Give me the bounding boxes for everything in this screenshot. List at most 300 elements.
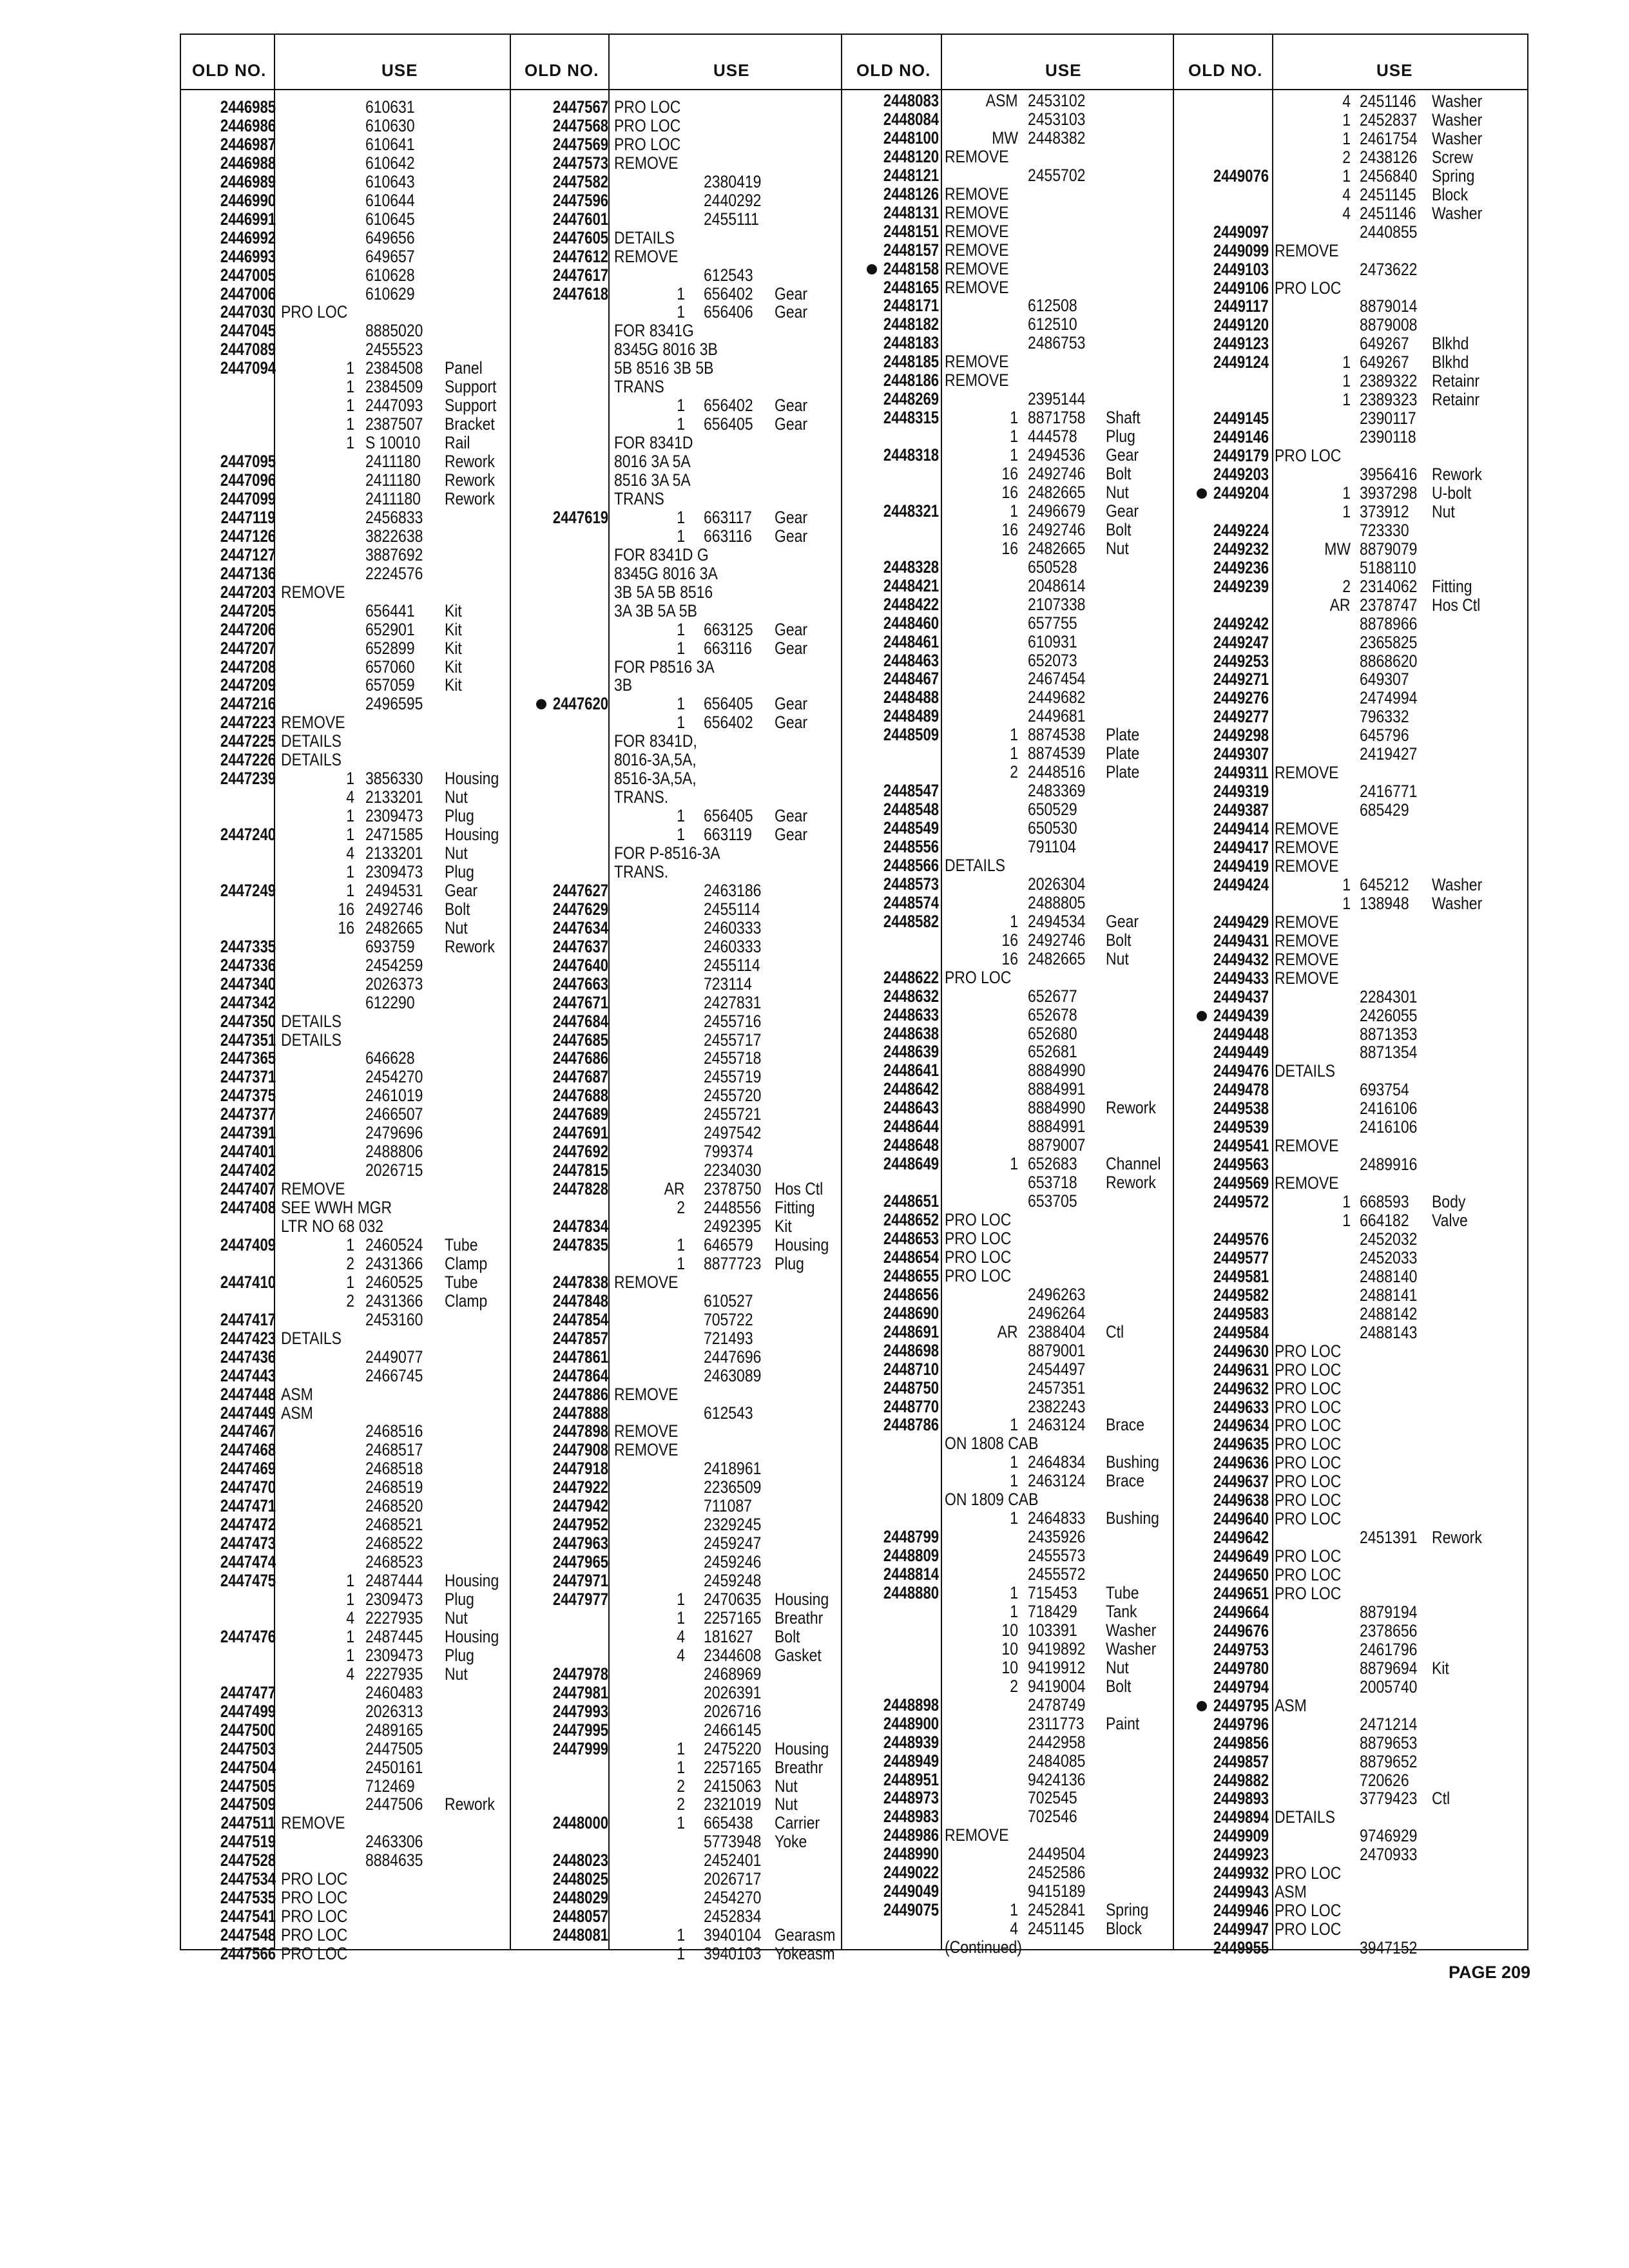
old-number: 2446993 — [220, 246, 276, 266]
use-note: PRO LOC — [1275, 1378, 1342, 1398]
part-number: 652901 — [365, 619, 415, 639]
use-note: LTR NO 68 032 — [281, 1216, 384, 1236]
table-row — [181, 316, 1527, 334]
old-number: 2448898 — [883, 1695, 939, 1715]
table-row — [181, 801, 1527, 820]
quantity: 1 — [677, 1813, 685, 1833]
part-description: Block — [1432, 184, 1469, 204]
quantity: 4 — [346, 787, 354, 807]
table-row — [181, 652, 1527, 671]
part-number: 2470933 — [1360, 1845, 1418, 1865]
part-number: 2451145 — [1360, 184, 1416, 204]
old-number: 2448622 — [883, 967, 939, 987]
part-description: Support — [445, 377, 497, 397]
part-number: 2473622 — [1360, 259, 1418, 279]
part-number: 2455114 — [704, 899, 760, 919]
old-number: 2449271 — [1213, 669, 1269, 689]
part-description: Spring — [1106, 1900, 1149, 1920]
part-number: 8879079 — [1360, 539, 1418, 559]
part-number: 657060 — [365, 657, 415, 677]
part-number: 8884990 — [1028, 1061, 1086, 1081]
old-number: 2447541 — [220, 1907, 276, 1927]
old-number: 2447828 — [552, 1179, 608, 1199]
old-number: 2449124 — [1213, 352, 1269, 372]
use-note: ON 1808 CAB — [945, 1434, 1039, 1454]
quantity: 4 — [346, 843, 354, 863]
old-number: 2449676 — [1213, 1620, 1269, 1640]
part-number: 2478749 — [1028, 1695, 1086, 1715]
old-number: 2449429 — [1213, 912, 1269, 932]
old-number: 2447691 — [552, 1123, 608, 1143]
part-number: 2426055 — [1360, 1005, 1418, 1025]
use-note: REMOVE — [1275, 930, 1339, 950]
part-number: 8874538 — [1028, 725, 1086, 745]
quantity: 1 — [346, 806, 354, 826]
part-number: 2309473 — [365, 1645, 423, 1665]
part-description: Gear — [775, 694, 808, 714]
part-description: Channel — [1106, 1154, 1161, 1174]
part-number: 2451146 — [1360, 203, 1416, 223]
part-number: 2475220 — [704, 1738, 762, 1758]
quantity: 1 — [346, 358, 354, 378]
quantity: 4 — [1342, 203, 1351, 223]
use-note: REMOVE — [614, 246, 679, 266]
part-description: Plug — [445, 861, 474, 881]
quantity: 1 — [677, 806, 685, 826]
old-number: 2449664 — [1213, 1602, 1269, 1622]
part-number: 2447696 — [704, 1347, 762, 1367]
old-number: 2447981 — [552, 1682, 608, 1702]
old-number: 2447472 — [220, 1515, 276, 1535]
use-note: PRO LOC — [1275, 1416, 1342, 1436]
quantity: 10 — [1001, 1620, 1018, 1640]
old-number: 2447528 — [220, 1850, 276, 1870]
part-description: Kit — [445, 619, 462, 639]
part-description: Gear — [775, 284, 808, 303]
old-number: 2448710 — [883, 1359, 939, 1379]
part-number: 2460525 — [365, 1272, 423, 1292]
part-number: 656405 — [704, 694, 753, 714]
table-row — [181, 1435, 1527, 1454]
part-number: 2451146 — [1360, 91, 1416, 111]
table-row — [181, 428, 1527, 447]
quantity: 1 — [1010, 911, 1018, 931]
use-note: ASM — [281, 1403, 313, 1423]
use-note: PRO LOC — [614, 97, 681, 117]
use-note: REMOVE — [1275, 856, 1339, 876]
part-number: 2482665 — [1028, 482, 1086, 502]
use-note: 8016-3A,5A, — [614, 750, 697, 770]
part-number: 2344608 — [704, 1645, 762, 1665]
table-row — [181, 1043, 1527, 1062]
part-description: Body — [1432, 1192, 1466, 1212]
old-number: 2449538 — [1213, 1099, 1269, 1119]
old-number: 2447687 — [552, 1067, 608, 1087]
old-number: 2448549 — [883, 818, 939, 838]
part-description: Retainr — [1432, 390, 1480, 410]
table-row — [181, 1510, 1527, 1528]
table-row — [181, 1920, 1527, 1939]
part-number: 610643 — [365, 171, 415, 191]
quantity: 16 — [1001, 519, 1018, 539]
quantity: 1 — [346, 414, 354, 434]
table-row — [181, 707, 1527, 726]
part-number: 799374 — [704, 1142, 753, 1162]
table-row — [181, 764, 1527, 782]
old-number: 2448100 — [883, 128, 939, 148]
part-description: Breathr — [775, 1608, 824, 1628]
part-description: Rework — [1106, 1098, 1156, 1118]
part-description: Clamp — [445, 1291, 488, 1311]
old-number: 2448770 — [883, 1396, 939, 1416]
old-number: 2448463 — [883, 650, 939, 670]
old-number: 2447612 — [552, 246, 608, 266]
part-description: Nut — [445, 843, 468, 863]
table-row — [181, 913, 1527, 932]
table-row — [181, 932, 1527, 950]
table-row — [181, 167, 1527, 186]
table-row — [181, 615, 1527, 633]
old-number: 2449637 — [1213, 1472, 1269, 1492]
table-row — [181, 1622, 1527, 1640]
table-row — [181, 1827, 1527, 1845]
old-no-header: OLD NO. — [525, 61, 599, 80]
use-header: USE — [1045, 61, 1082, 80]
quantity: 1 — [1010, 1415, 1018, 1435]
old-number: 2447470 — [220, 1477, 276, 1497]
old-number: 2449943 — [1213, 1882, 1269, 1902]
part-number: 702545 — [1028, 1788, 1077, 1808]
table-row — [181, 1249, 1527, 1267]
part-description: Yokeasm — [775, 1944, 835, 1964]
quantity: 4 — [677, 1626, 685, 1646]
part-number: 610630 — [365, 115, 415, 135]
table-row — [181, 1211, 1527, 1230]
table-row — [181, 1864, 1527, 1883]
old-number: 2448799 — [883, 1527, 939, 1547]
table-row — [181, 279, 1527, 298]
old-number: 2449242 — [1213, 613, 1269, 633]
quantity: 1 — [1342, 352, 1351, 372]
part-description: Washer — [1432, 893, 1483, 913]
part-description: Breathr — [775, 1757, 824, 1777]
part-description: Rework — [445, 1794, 495, 1814]
old-number: 2447567 — [552, 97, 608, 117]
old-number: 2449894 — [1213, 1807, 1269, 1827]
old-number: 2447971 — [552, 1571, 608, 1591]
part-description: Plug — [1106, 427, 1135, 447]
use-note: PRO LOC — [1275, 1434, 1342, 1454]
part-description: Hos Ctl — [1432, 595, 1481, 615]
part-number: 693754 — [1360, 1080, 1409, 1100]
part-number: 685429 — [1360, 800, 1409, 820]
part-number: 649267 — [1360, 352, 1409, 372]
part-number: 610644 — [365, 190, 415, 210]
old-number: 2447402 — [220, 1160, 276, 1180]
part-number: 2026391 — [704, 1682, 762, 1702]
part-number: 2284301 — [1360, 986, 1418, 1006]
table-row — [181, 950, 1527, 969]
part-description: Gear — [775, 526, 808, 546]
part-number: 2452837 — [1360, 110, 1418, 130]
use-note: PRO LOC — [281, 1907, 348, 1927]
part-description: Plug — [445, 806, 474, 826]
part-description: Housing — [445, 1571, 499, 1591]
part-number: 2451145 — [1028, 1919, 1084, 1939]
old-number: 2447436 — [220, 1347, 276, 1367]
part-number: 656406 — [704, 302, 753, 322]
quantity: 1 — [1342, 128, 1351, 148]
use-note: PRO LOC — [1275, 1901, 1342, 1921]
part-number: 2384508 — [365, 358, 423, 378]
part-description: Rework — [445, 452, 495, 472]
quantity: MW — [1324, 539, 1351, 559]
part-number: 2382243 — [1028, 1396, 1086, 1416]
part-description: Nut — [1106, 538, 1129, 558]
quantity: 4 — [346, 1664, 354, 1684]
part-number: 2455573 — [1028, 1546, 1086, 1566]
quantity: 1 — [346, 880, 354, 900]
part-description: Nut — [445, 1664, 468, 1684]
part-description: Rail — [445, 433, 470, 453]
part-number: 2466145 — [704, 1720, 762, 1740]
old-number: 2449075 — [883, 1900, 939, 1920]
part-description: Kit — [445, 657, 462, 677]
old-number: 2449583 — [1213, 1303, 1269, 1323]
quantity: 1 — [1010, 501, 1018, 521]
old-number: 2449753 — [1213, 1639, 1269, 1659]
part-number: 8884635 — [365, 1850, 423, 1870]
part-number: 2496264 — [1028, 1303, 1086, 1323]
old-number: 2447815 — [552, 1160, 608, 1180]
table-row — [181, 521, 1527, 540]
use-note: PRO LOC — [945, 1228, 1012, 1248]
use-note: PRO LOC — [281, 1888, 348, 1908]
part-number: 2133201 — [365, 787, 423, 807]
quantity: MW — [992, 128, 1018, 148]
parts-cross-reference-table — [180, 34, 1528, 1964]
part-number: 610631 — [365, 97, 415, 117]
part-number: 652683 — [1028, 1154, 1077, 1174]
old-number: 2447977 — [552, 1590, 608, 1609]
part-description: Support — [445, 396, 497, 416]
part-number: 2455719 — [704, 1067, 762, 1087]
quantity: 1 — [1342, 371, 1351, 391]
use-note: PRO LOC — [1275, 1919, 1342, 1939]
part-number: 2460333 — [704, 936, 762, 956]
quantity: 1 — [1010, 725, 1018, 745]
part-description: Nut — [775, 1776, 798, 1796]
quantity: 2 — [677, 1794, 685, 1814]
old-number: 2447119 — [221, 507, 276, 527]
part-number: 2488806 — [365, 1142, 423, 1162]
part-number: 2387507 — [365, 414, 423, 434]
quantity: 1 — [1010, 408, 1018, 428]
old-number: 2447634 — [552, 918, 608, 937]
part-number: 2479696 — [365, 1123, 423, 1143]
part-number: 2455718 — [704, 1048, 762, 1068]
old-number: 2447978 — [552, 1664, 608, 1684]
quantity: 1 — [346, 1571, 354, 1591]
old-number: 2449414 — [1213, 819, 1269, 839]
old-number: 2447605 — [552, 227, 608, 247]
old-number: 2447377 — [220, 1104, 276, 1124]
old-number: 2447203 — [220, 582, 276, 602]
use-note: REMOVE — [1275, 949, 1339, 969]
part-number: 2390117 — [1360, 408, 1416, 428]
old-number: 2448951 — [883, 1769, 939, 1789]
quantity: 1 — [1342, 501, 1351, 521]
part-description: Kit — [1432, 1658, 1449, 1678]
old-number: 2448786 — [883, 1415, 939, 1435]
bullet-mark — [1197, 1701, 1207, 1711]
part-number: 3940104 — [704, 1925, 762, 1945]
use-note: REMOVE — [1275, 968, 1339, 988]
old-number: 2449796 — [1213, 1714, 1269, 1734]
part-number: 705722 — [704, 1309, 753, 1329]
old-number: 2447627 — [552, 880, 608, 900]
use-note: PRO LOC — [1275, 1546, 1342, 1566]
part-description: Housing — [445, 769, 499, 789]
use-note: PRO LOC — [614, 134, 681, 154]
old-number: 2449432 — [1213, 949, 1269, 969]
old-number: 2448467 — [883, 669, 939, 689]
table-row — [181, 297, 1527, 316]
part-number: S 10010 — [365, 433, 421, 453]
part-number: 652678 — [1028, 1004, 1077, 1024]
old-number: 2449239 — [1213, 576, 1269, 596]
table-row — [181, 857, 1527, 876]
old-number: 2449794 — [1213, 1677, 1269, 1696]
old-number: 2447375 — [220, 1086, 276, 1106]
old-number: 2447582 — [552, 171, 608, 191]
use-note: REMOVE — [945, 277, 1009, 297]
part-number: 2380419 — [704, 171, 762, 191]
old-number: 2447509 — [220, 1794, 276, 1814]
part-description: Gear — [1106, 501, 1139, 521]
part-number: 8879008 — [1360, 315, 1418, 335]
old-number: 2447099 — [220, 488, 276, 508]
old-number: 2449419 — [1213, 856, 1269, 876]
old-number: 2447365 — [220, 1048, 276, 1068]
old-number: 2449650 — [1213, 1565, 1269, 1585]
part-description: Rework — [1106, 1173, 1156, 1193]
part-number: 656405 — [704, 806, 753, 826]
part-description: U-bolt — [1432, 483, 1472, 503]
old-number: 2447848 — [552, 1291, 608, 1311]
part-number: 2453103 — [1028, 109, 1086, 129]
old-number: 2448644 — [883, 1117, 939, 1137]
old-number: 2447995 — [552, 1720, 608, 1740]
part-description: Gear — [775, 638, 808, 658]
old-number: 2446985 — [220, 97, 276, 117]
part-description: Housing — [775, 1738, 829, 1758]
use-note: PRO LOC — [1275, 446, 1342, 466]
old-number: 2448328 — [883, 557, 939, 577]
use-note: PRO LOC — [1275, 278, 1342, 298]
use-note: REMOVE — [1275, 1173, 1339, 1193]
old-number: 2447423 — [220, 1328, 276, 1348]
part-number: 2440855 — [1360, 222, 1418, 242]
part-description: Kit — [445, 675, 462, 695]
part-description: Gear — [775, 713, 808, 733]
part-number: 2236509 — [704, 1477, 762, 1497]
table-row — [181, 148, 1527, 167]
quantity: 1 — [1342, 390, 1351, 410]
old-number: 2447999 — [552, 1738, 608, 1758]
old-number: 2448566 — [883, 855, 939, 875]
table-row — [181, 988, 1527, 1006]
old-number: 2449795 — [1213, 1695, 1269, 1715]
old-number: 2448750 — [883, 1378, 939, 1398]
old-number: 2447449 — [220, 1403, 276, 1423]
part-description: Nut — [1106, 948, 1129, 968]
old-number: 2449076 — [1213, 166, 1269, 186]
table-row — [181, 1491, 1527, 1510]
part-number: 8884991 — [1028, 1117, 1086, 1137]
part-number: 663117 — [704, 507, 752, 527]
part-description: Gear — [775, 619, 808, 639]
part-number: 2463124 — [1028, 1415, 1086, 1435]
part-number: 2464834 — [1028, 1452, 1086, 1472]
table-row — [181, 1267, 1527, 1286]
old-number: 2449635 — [1213, 1434, 1269, 1454]
old-number: 2449923 — [1213, 1845, 1269, 1865]
use-note: REMOVE — [945, 184, 1009, 204]
old-number: 2447861 — [552, 1347, 608, 1367]
part-number: 2449681 — [1028, 706, 1086, 726]
quantity: 2 — [677, 1776, 685, 1796]
old-number: 2448025 — [552, 1869, 608, 1889]
part-description: Rework — [445, 470, 495, 490]
part-number: 663116 — [704, 526, 752, 546]
use-note: DETAILS — [281, 1030, 342, 1050]
quantity: 1 — [346, 377, 354, 397]
part-description: Gear — [775, 302, 808, 322]
old-number: 2447601 — [552, 209, 608, 229]
part-number: 2026373 — [365, 974, 423, 994]
old-number: 2449478 — [1213, 1080, 1269, 1100]
old-number: 2447045 — [220, 321, 276, 341]
part-description: Nut — [1432, 501, 1455, 521]
old-number: 2448269 — [883, 389, 939, 409]
part-number: 656405 — [704, 414, 753, 434]
part-description: Gear — [775, 806, 808, 826]
use-note: PRO LOC — [281, 302, 348, 322]
part-number: 2378750 — [704, 1179, 762, 1199]
part-number: 9419892 — [1028, 1639, 1086, 1658]
part-number: 2468520 — [365, 1496, 423, 1516]
part-description: Tank — [1106, 1601, 1137, 1621]
quantity: 1 — [677, 1608, 685, 1628]
old-number: 2448642 — [883, 1079, 939, 1099]
quantity: 1 — [1342, 483, 1351, 503]
quantity: 1 — [677, 396, 685, 416]
table-row — [181, 1099, 1527, 1118]
part-number: 2455716 — [704, 1011, 762, 1031]
part-description: Retainr — [1432, 371, 1480, 391]
part-description: Plug — [775, 1253, 804, 1273]
part-number: 2459247 — [704, 1533, 762, 1553]
page-number: PAGE 209 — [1449, 1963, 1531, 1982]
quantity: 1 — [677, 1738, 685, 1758]
old-number: 2447336 — [220, 955, 276, 975]
part-number: 8879007 — [1028, 1135, 1086, 1155]
part-number: 2456840 — [1360, 166, 1418, 186]
old-number: 2448318 — [883, 445, 939, 465]
old-number: 2447534 — [220, 1869, 276, 1889]
part-number: 2415063 — [704, 1776, 762, 1796]
